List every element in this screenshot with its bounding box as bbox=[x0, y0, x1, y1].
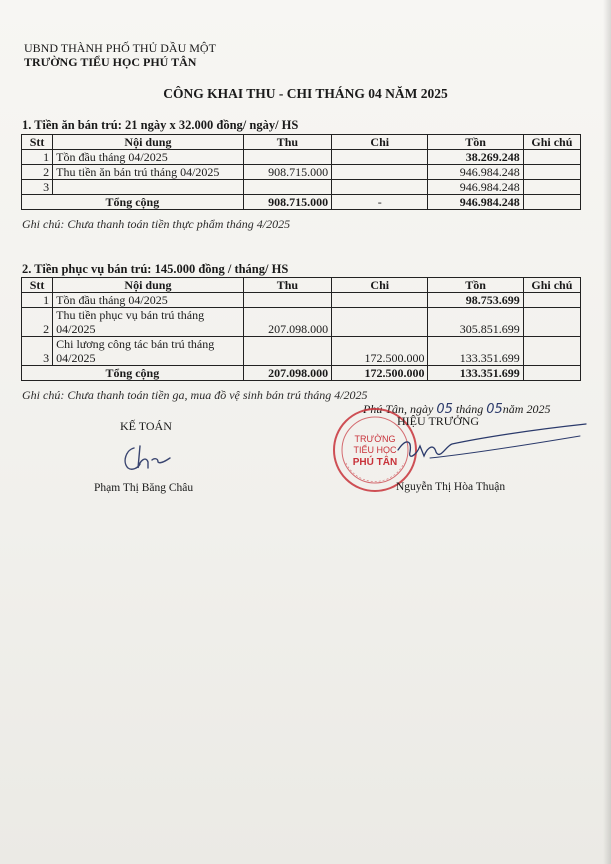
cell-content: Tồn đầu tháng 04/2025 bbox=[53, 150, 244, 165]
cell-note bbox=[523, 165, 580, 180]
principal-title: HIỆU TRƯỞNG bbox=[397, 414, 480, 428]
cell-stt: 2 bbox=[22, 165, 53, 180]
cell-ton: 305.851.699 bbox=[428, 308, 523, 337]
header-content: Nội dung bbox=[53, 278, 244, 293]
cell-ton: 133.351.699 bbox=[428, 337, 523, 366]
table-row bbox=[22, 165, 581, 180]
page-edge-shadow bbox=[603, 0, 611, 864]
header-ton: Tồn bbox=[428, 135, 523, 150]
cell-stt: 2 bbox=[22, 308, 53, 337]
cell-content-line1: Chi lương công tác bán trú tháng bbox=[56, 337, 215, 351]
principal-name: Nguyễn Thị Hòa Thuận bbox=[396, 481, 506, 493]
cell-thu bbox=[243, 180, 331, 195]
cell-stt: 3 bbox=[22, 337, 53, 366]
cell-thu: 908.715.000 bbox=[243, 165, 331, 180]
cell-ton: 946.984.248 bbox=[428, 165, 523, 180]
table-total-row bbox=[22, 195, 581, 210]
cell-chi bbox=[332, 308, 428, 337]
header-note: Ghi chú bbox=[523, 278, 580, 293]
cell-thu bbox=[243, 150, 331, 165]
header-ton: Tồn bbox=[428, 278, 523, 293]
table-total-row bbox=[22, 366, 581, 381]
total-label: Tổng cộng bbox=[22, 366, 244, 381]
authority-name: UBND THÀNH PHỐ THỦ DẦU MỘT bbox=[24, 41, 216, 55]
section2-table bbox=[21, 277, 581, 381]
cell-content bbox=[53, 337, 244, 366]
date-year: năm 2025 bbox=[502, 402, 551, 416]
section2-title: 2. Tiền phục vụ bán trú: 145.000 đồng / tháng/ HS bbox=[22, 262, 289, 276]
principal-signature-icon bbox=[390, 416, 590, 476]
header-note: Ghi chú bbox=[523, 135, 580, 150]
date-prefix: Phú Tân, ngày bbox=[363, 402, 434, 416]
date-day: 05 bbox=[436, 402, 453, 417]
cell-ton: 98.753.699 bbox=[428, 293, 523, 308]
total-label: Tổng cộng bbox=[22, 195, 244, 210]
total-ton: 946.984.248 bbox=[428, 195, 523, 210]
stamp-line3: PHÚ TÂN bbox=[352, 457, 398, 468]
header-thu: Thu bbox=[243, 278, 331, 293]
section1-note: Ghi chú: Chưa thanh toán tiền thực phẩm tháng 4/2025 bbox=[22, 217, 291, 231]
header-stt: Stt bbox=[22, 135, 53, 150]
cell-chi bbox=[332, 150, 428, 165]
total-note bbox=[523, 366, 580, 381]
cell-note bbox=[523, 293, 580, 308]
cell-content: Tồn đầu tháng 04/2025 bbox=[53, 293, 244, 308]
cell-stt: 1 bbox=[22, 293, 53, 308]
accountant-title: KẾ TOÁN bbox=[120, 419, 172, 433]
cell-content bbox=[53, 308, 244, 337]
table-row bbox=[22, 150, 581, 165]
table-row bbox=[22, 337, 581, 366]
cell-content-line1: Thu tiền phục vụ bán trú tháng bbox=[56, 308, 205, 322]
section2-note: Ghi chú: Chưa thanh toán tiền ga, mua đồ vệ sinh bán trú tháng 4/2025 bbox=[22, 388, 368, 402]
cell-stt: 3 bbox=[22, 180, 53, 195]
cell-note bbox=[523, 180, 580, 195]
table-header-row bbox=[22, 135, 581, 150]
cell-content-line2: 04/2025 bbox=[56, 351, 96, 365]
cell-thu: 207.098.000 bbox=[243, 308, 331, 337]
cell-stt: 1 bbox=[22, 150, 53, 165]
header-stt: Stt bbox=[22, 278, 53, 293]
cell-ton: 946.984.248 bbox=[428, 180, 523, 195]
table-row bbox=[22, 293, 581, 308]
accountant-name: Phạm Thị Băng Châu bbox=[94, 482, 194, 494]
cell-chi bbox=[332, 293, 428, 308]
header-thu: Thu bbox=[243, 135, 331, 150]
total-note bbox=[523, 195, 580, 210]
cell-thu bbox=[243, 337, 331, 366]
cell-chi bbox=[332, 180, 428, 195]
cell-content-line2: 04/2025 bbox=[56, 322, 96, 336]
school-name: TRƯỜNG TIỂU HỌC PHÚ TÂN bbox=[24, 55, 197, 69]
cell-content bbox=[53, 180, 244, 195]
total-thu: 908.715.000 bbox=[243, 195, 331, 210]
total-chi: 172.500.000 bbox=[332, 366, 428, 381]
header-chi: Chi bbox=[332, 135, 428, 150]
cell-chi bbox=[332, 165, 428, 180]
date-month: 05 bbox=[486, 402, 503, 417]
document-title: CÔNG KHAI THU - CHI THÁNG 04 NĂM 2025 bbox=[163, 86, 448, 101]
section1-title: 1. Tiền ăn bán trú: 21 ngày x 32.000 đồng/ ngày/ HS bbox=[22, 118, 299, 132]
table-row bbox=[22, 308, 581, 337]
header-content: Nội dung bbox=[53, 135, 244, 150]
cell-note bbox=[523, 150, 580, 165]
cell-note bbox=[523, 308, 580, 337]
table-header-row bbox=[22, 278, 581, 293]
total-chi: - bbox=[332, 195, 428, 210]
header-chi: Chi bbox=[332, 278, 428, 293]
accountant-signature-icon bbox=[118, 440, 188, 476]
cell-note bbox=[523, 337, 580, 366]
cell-chi: 172.500.000 bbox=[332, 337, 428, 366]
cell-thu bbox=[243, 293, 331, 308]
table-row bbox=[22, 180, 581, 195]
section1-table bbox=[21, 134, 581, 210]
total-thu: 207.098.000 bbox=[243, 366, 331, 381]
cell-content: Thu tiền ăn bán trú tháng 04/2025 bbox=[53, 165, 244, 180]
stamp-line1: TRƯỜNG bbox=[354, 434, 396, 444]
cell-ton: 38.269.248 bbox=[428, 150, 523, 165]
total-ton: 133.351.699 bbox=[428, 366, 523, 381]
date-month-label: tháng bbox=[455, 402, 484, 416]
stamp-line2: TIỂU HỌC bbox=[353, 445, 397, 455]
